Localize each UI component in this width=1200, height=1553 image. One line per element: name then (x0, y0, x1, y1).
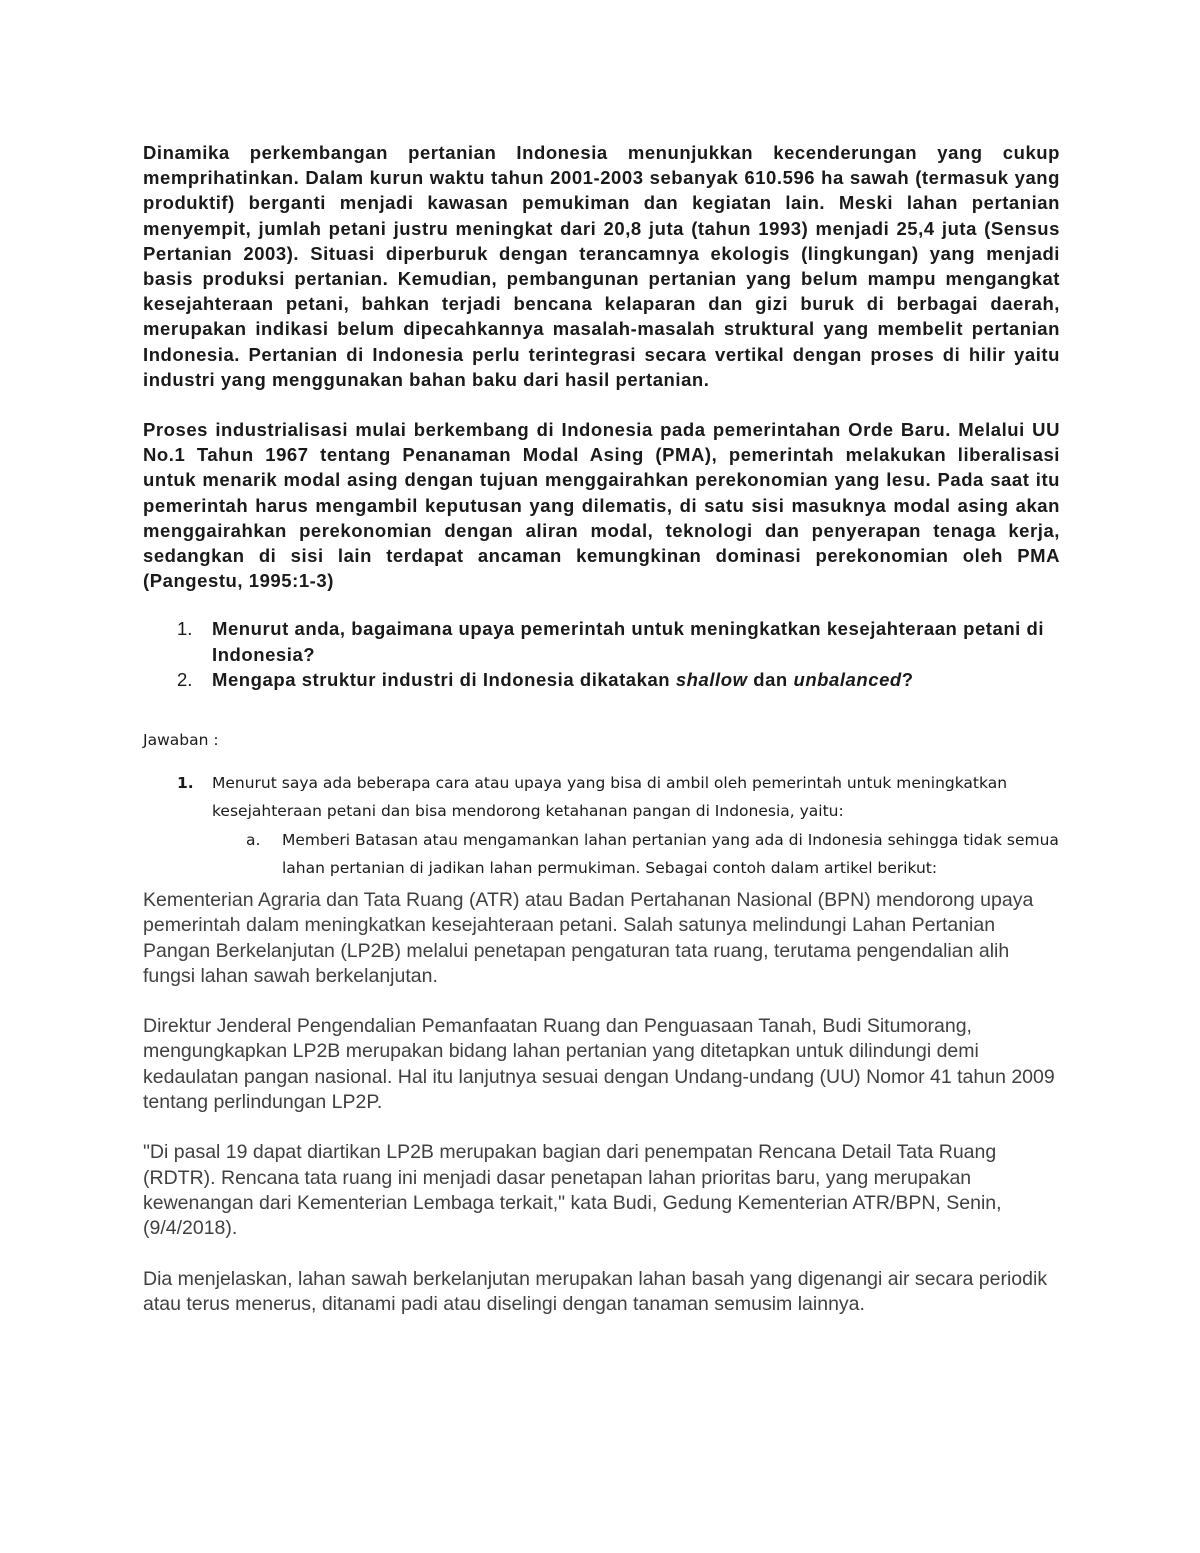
answer-sublist (212, 826, 1060, 883)
question-item-1 (143, 616, 1060, 667)
answer-subitem-letter-a: a. (246, 830, 261, 849)
question-text-2-end: ? (901, 669, 914, 691)
question-list (143, 616, 1060, 693)
article-paragraph-4: Dia menjelaskan, lahan sawah berkelanjutan merupakan lahan basah yang digenangi air secara periodik atau terus menerus, ditanami padi atau diselingi dengan tanaman semusim lainnya. (143, 1267, 1048, 1315)
question-text-2-middle: dan (747, 669, 794, 691)
intro-paragraph-2: Proses industrialisasi mulai berkembang di Indonesia pada pemerintahan Orde Baru. Melalui UU No.1 Tahun 1967 tentang Penanaman Modal Asing (PMA), pemerintah melakukan liberalisasi untuk menarik modal asing dengan tujuan menggairahkan perekonomian yang lesu. Pada saat itu pemerintah harus mengambil keputusan yang dilematis, di satu sisi masuknya modal asing akan menggairahkan perekonomian dengan aliran modal, teknologi dan penyerapan tenaga kerja, sedangkan di sisi lain terdapat ancaman kemungkinan dominasi perekonomian oleh PMA (Pangestu, 1995:1-3) (143, 419, 1060, 592)
answer-subitem-text-a: Memberi Batasan atau mengamankan lahan pertanian yang ada di Indonesia sehingga tidak semua lahan pertanian di jadikan lahan permukiman. Sebagai contoh dalam artikel berikut: (282, 830, 1059, 878)
question-number-1: 1. (177, 618, 193, 640)
article-paragraph-2: Direktur Jenderal Pengendalian Pemanfaatan Ruang dan Penguasaan Tanah, Budi Situmorang, mengungkapkan LP2B merupakan bidang lahan pertanian yang ditetapkan untuk dilindungi demi kedaulatan pangan nasional. Hal itu lanjutnya sesuai dengan Undang-undang (UU) Nomor 41 tahun 2009 tentang perlindungan LP2P. (143, 1015, 1055, 1114)
question-term-unbalanced: unbalanced (793, 669, 902, 691)
question-number-2: 2. (177, 669, 193, 691)
question-text-2-start: Mengapa struktur industri di Indonesia dikatakan (212, 669, 676, 691)
answer-list (143, 769, 1060, 883)
answer-number-1: 1. (177, 773, 194, 792)
answer-label: Jawaban : (143, 730, 219, 749)
answer-text-1: Menurut saya ada beberapa cara atau upaya yang bisa di ambil oleh pemerintah untuk meningkatkan kesejahteraan petani dan bisa mendorong ketahanan pangan di Indonesia, yaitu: (212, 773, 1008, 821)
article-paragraph-3: "Di pasal 19 dapat diartikan LP2B merupakan bagian dari penempatan Rencana Detail Tata Ruang (RDTR). Rencana tata ruang ini menjadi dasar penetapan lahan prioritas baru, yang merupakan kewenangan dari Kementerian Lembaga terkait," kata Budi, Gedung Kementerian ATR/BPN, Senin, (9/4/2018). (143, 1141, 1002, 1240)
question-term-shallow: shallow (675, 669, 748, 691)
answer-subitem-a (212, 826, 1060, 883)
document-page (143, 140, 1060, 1317)
answer-item-1 (143, 769, 1060, 883)
article-paragraph-1: Kementerian Agraria dan Tata Ruang (ATR) atau Badan Pertahanan Nasional (BPN) mendorong upaya pemerintah dalam meningkatkan kesejahteraan petani. Salah satunya melindungi Lahan Pertanian Pangan Berkelanjutan (LP2B) melalui penetapan pengaturan tata ruang, terutama pengendalian alih fungsi lahan sawah berkelanjutan. (143, 888, 1034, 987)
question-text-1: Menurut anda, bagaimana upaya pemerintah untuk meningkatkan kesejahteraan petani di Indonesia? (212, 618, 1045, 665)
intro-paragraph-1: Dinamika perkembangan pertanian Indonesia menunjukkan kecenderungan yang cukup memprihatinkan. Dalam kurun waktu tahun 2001-2003 sebanyak 610.596 ha sawah (termasuk yang produktif) berganti menjadi kawasan pemukiman dan kegiatan lain. Meski lahan pertanian menyempit, jumlah petani justru meningkat dari 20,8 juta (tahun 1993) menjadi 25,4 juta (Sensus Pertanian 2003). Situasi diperburuk dengan terancamnya ekologis (lingkungan) yang menjadi basis produksi pertanian. Kemudian, pembangunan pertanian yang belum mampu mengangkat kesejahteraan petani, bahkan terjadi bencana kelaparan dan gizi buruk di berbagai daerah, merupakan indikasi belum dipecahkannya masalah-masalah struktural yang membelit pertanian Indonesia. Pertanian di Indonesia perlu terintegrasi secara vertikal dengan proses di hilir yaitu industri yang menggunakan bahan baku dari hasil pertanian. (143, 142, 1060, 390)
question-item-2 (143, 667, 1060, 693)
